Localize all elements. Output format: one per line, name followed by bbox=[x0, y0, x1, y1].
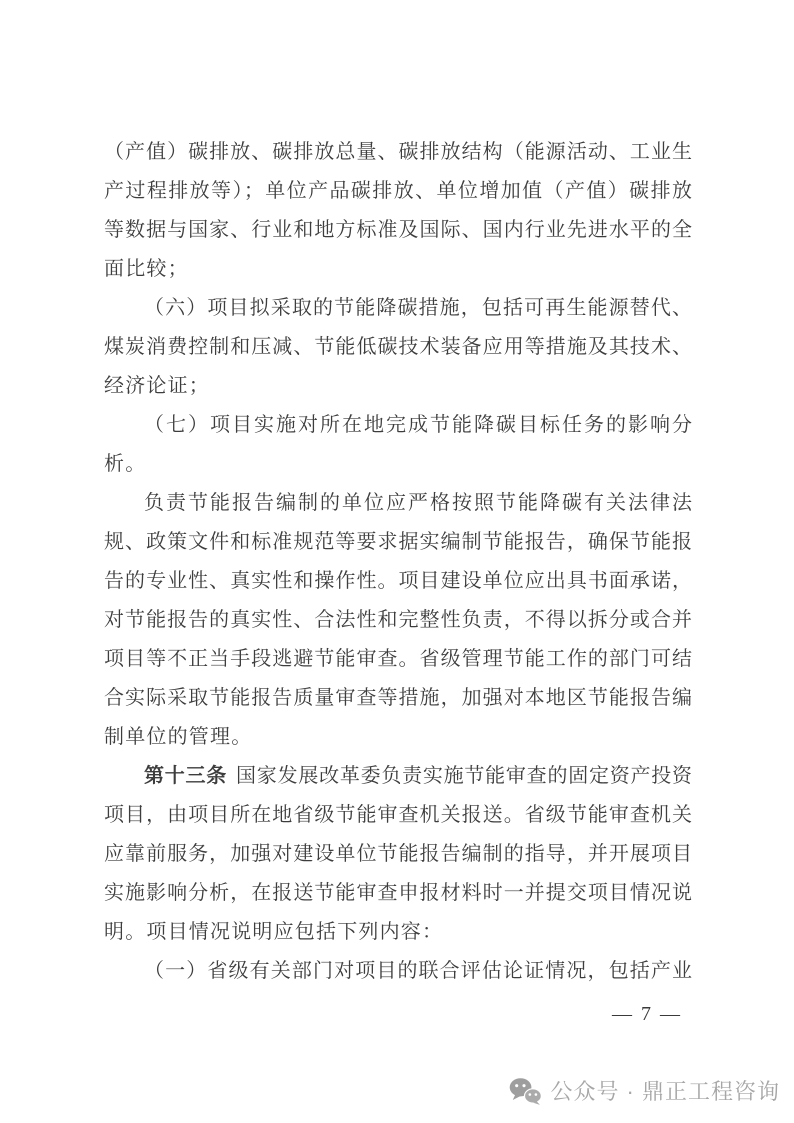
text-segment: 国家发展改革委负责实施节能审查的固定资产投资 bbox=[236, 765, 692, 787]
text-line: 析。 bbox=[104, 453, 147, 475]
text-line: 项目，由项目所在地省级节能审查机关报送。省级节能审查机关 bbox=[104, 804, 692, 826]
text-line: 面比较； bbox=[104, 258, 189, 280]
text-line: 明。项目情况说明应包括下列内容： bbox=[104, 921, 444, 943]
text-line: （一）省级有关部门对项目的联合评估论证情况，包括产业 bbox=[144, 960, 692, 982]
text-line: （产值）碳排放、碳排放总量、碳排放结构（能源活动、工业生 bbox=[104, 141, 692, 163]
text-line: 经济论证； bbox=[104, 375, 210, 397]
wechat-icon bbox=[509, 1077, 542, 1105]
text-line: 应靠前服务，加强对建设单位节能报告编制的指导，并开展项目 bbox=[104, 843, 692, 865]
article-number: 第十三条 bbox=[144, 765, 228, 787]
text-line: 负责节能报告编制的单位应严格按照节能降碳有关法律法 bbox=[144, 492, 692, 514]
text-line: 等数据与国家、行业和地方标准及国际、国内行业先进水平的全 bbox=[104, 219, 692, 241]
paragraph bbox=[104, 406, 692, 484]
paragraph bbox=[104, 952, 692, 991]
text-line: 告的专业性、真实性和操作性。项目建设单位应出具书面承诺， bbox=[104, 570, 692, 592]
paragraph bbox=[104, 289, 692, 406]
text-line: 项目等不正当手段逃避节能审查。省级管理节能工作的部门可结 bbox=[104, 648, 692, 670]
text-line: 实施影响分析，在报送节能审查申报材料时一并提交项目情况说 bbox=[104, 882, 692, 904]
watermark bbox=[509, 1075, 780, 1106]
text-line bbox=[104, 757, 692, 796]
text-line: （七）项目实施对所在地完成节能降碳目标任务的影响分 bbox=[144, 414, 692, 436]
text-line: 对节能报告的真实性、合法性和完整性负责，不得以拆分或合并 bbox=[104, 609, 692, 631]
text-line: 规、政策文件和标准规范等要求据实编制节能报告，确保节能报 bbox=[104, 531, 692, 553]
paragraph-article-13 bbox=[104, 757, 692, 952]
text-line: 产过程排放等）；单位产品碳排放、单位增加值（产值）碳排放 bbox=[104, 180, 692, 202]
document-body bbox=[104, 133, 692, 991]
paragraph bbox=[104, 484, 692, 757]
text-line: 合实际采取节能报告质量审查等措施，加强对本地区节能报告编 bbox=[104, 687, 692, 709]
text-line: （六）项目拟采取的节能降碳措施，包括可再生能源替代、 bbox=[144, 297, 692, 319]
text-line: 制单位的管理。 bbox=[104, 726, 253, 748]
paragraph bbox=[104, 133, 692, 289]
text-line: 煤炭消费控制和压减、节能低碳技术装备应用等措施及其技术、 bbox=[104, 336, 692, 358]
watermark-text: 公众号 · 鼎正工程咨询 bbox=[550, 1079, 780, 1104]
page-number: — 7 — bbox=[612, 1003, 682, 1025]
